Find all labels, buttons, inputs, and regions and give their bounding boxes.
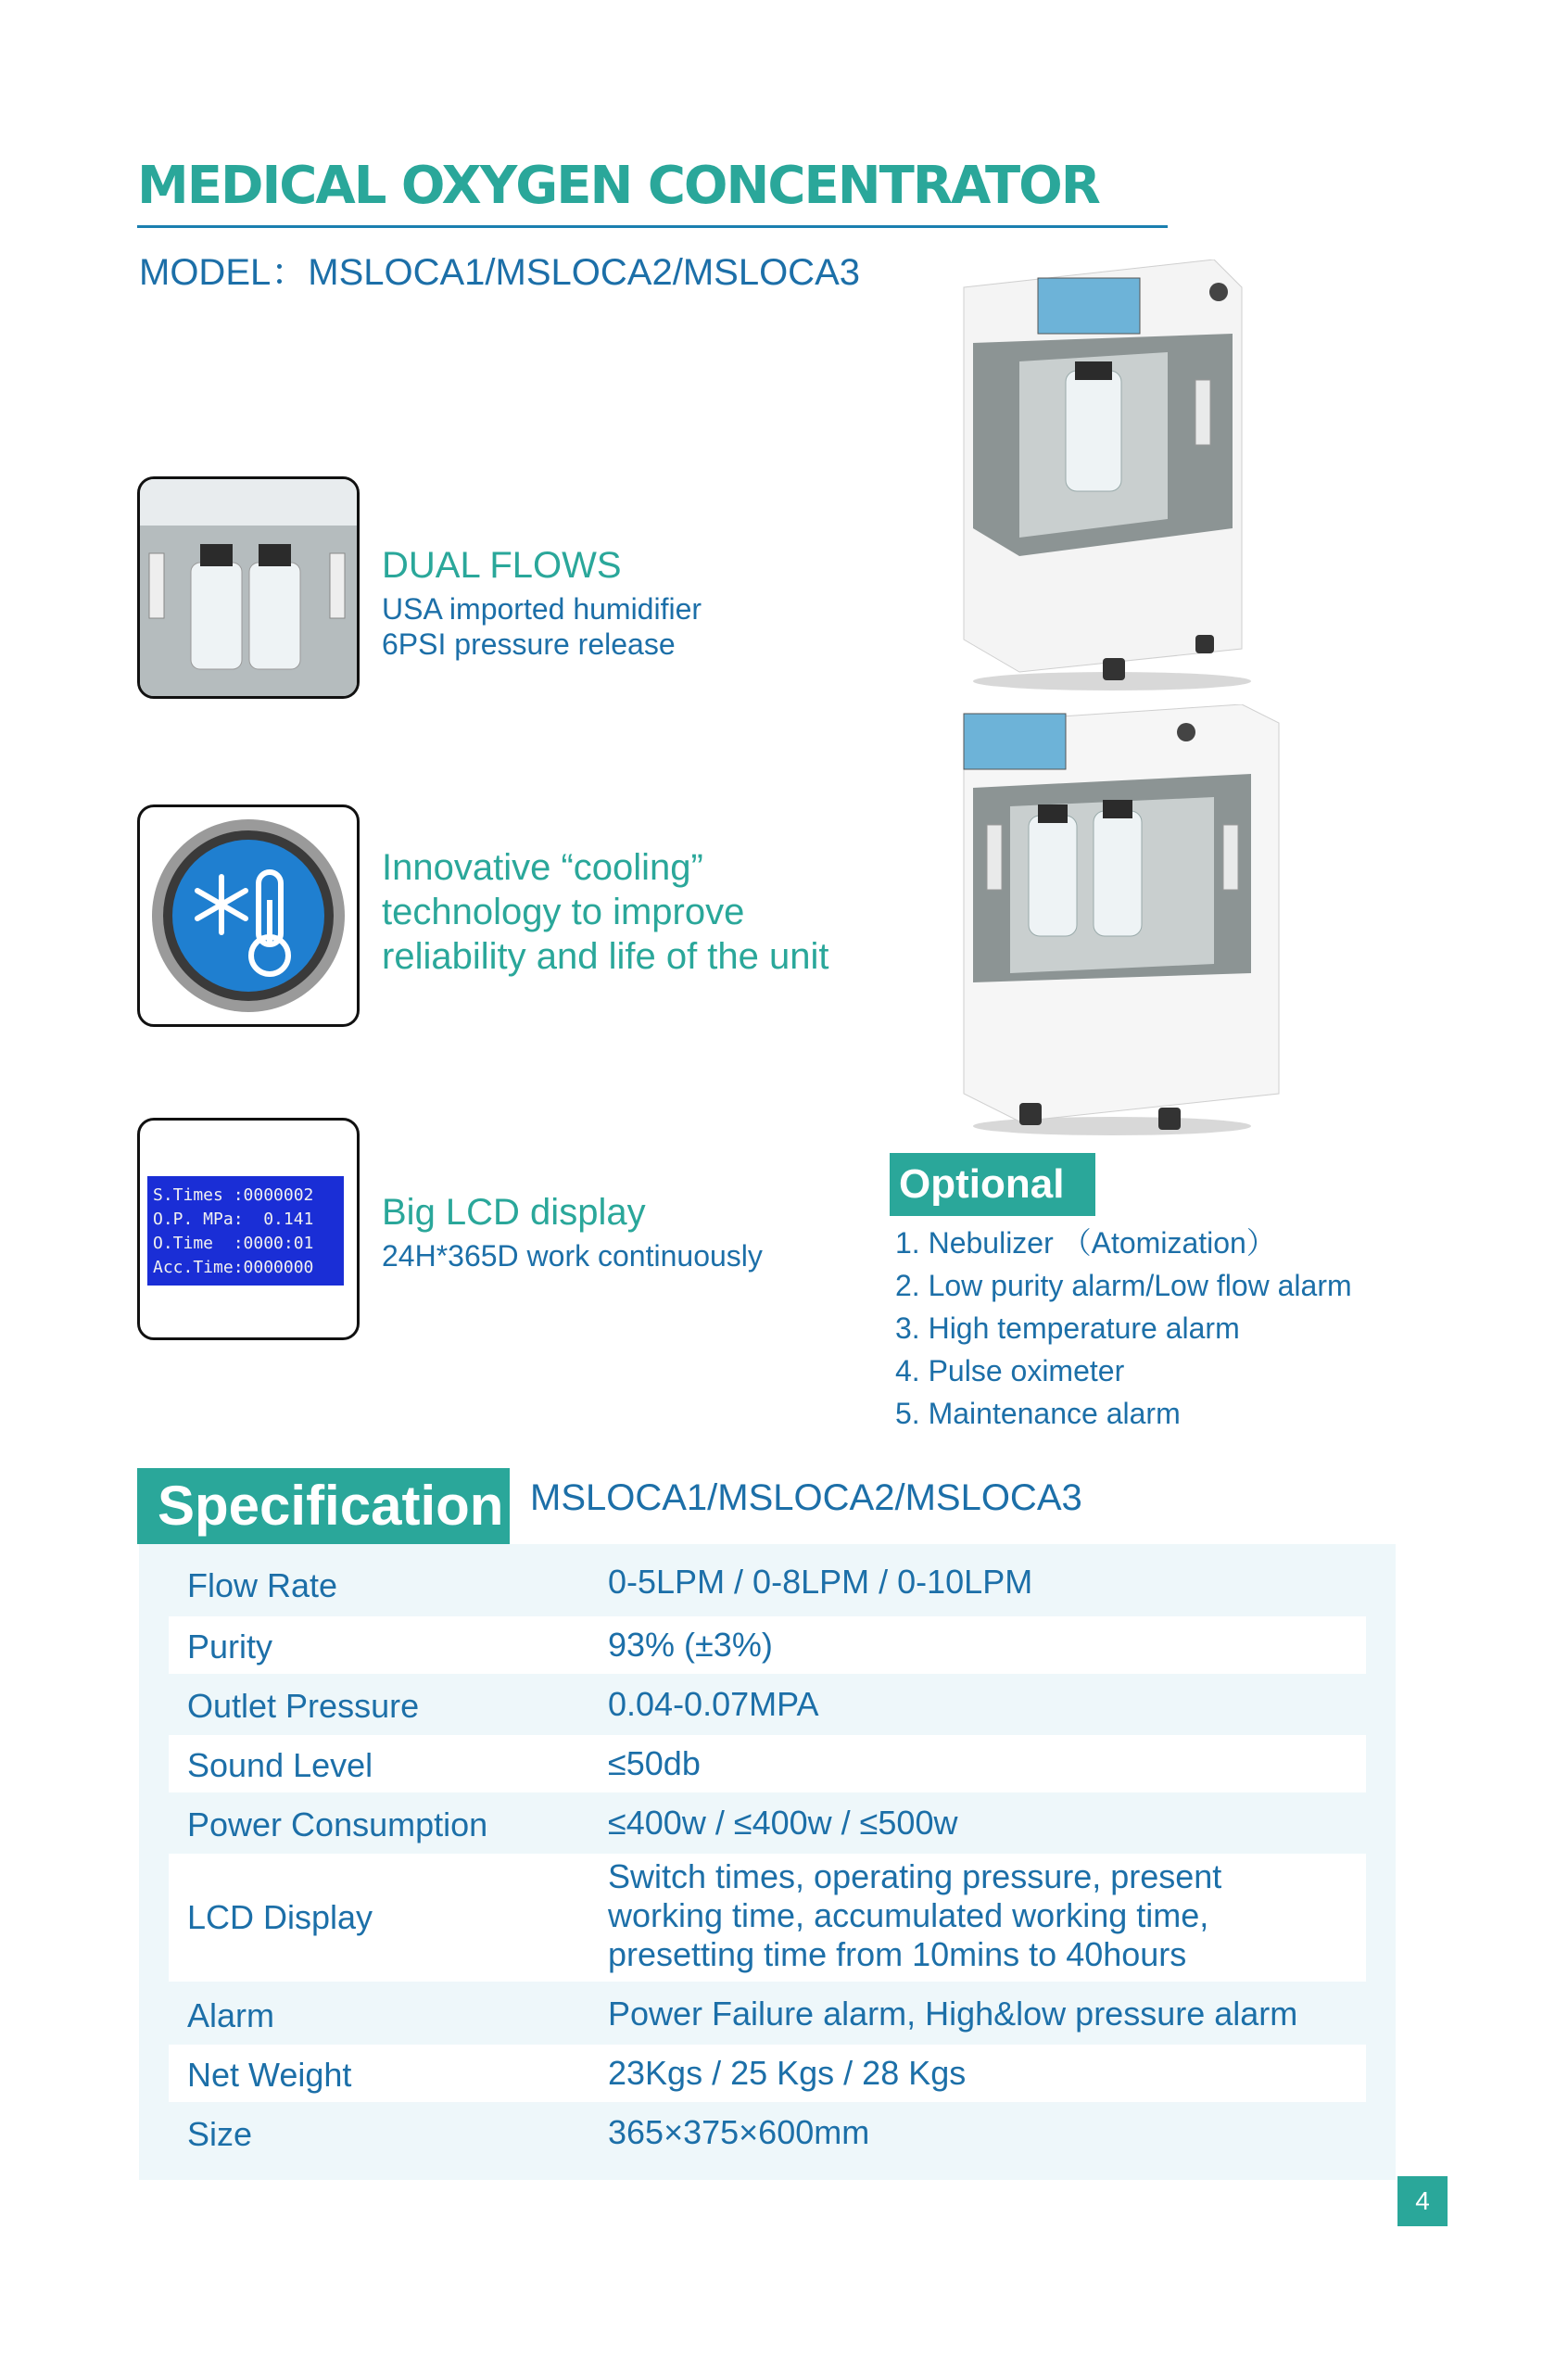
spec-label: Power Consumption bbox=[187, 1805, 488, 1843]
feature-lcd-heading: Big LCD display bbox=[382, 1192, 646, 1233]
optional-label: Optional bbox=[890, 1153, 1095, 1216]
feature-dual-flows-line-2: 6PSI pressure release bbox=[382, 627, 676, 661]
title-divider bbox=[137, 225, 1168, 228]
spec-value: Power Failure alarm, High&low pressure alarm bbox=[608, 1995, 1298, 2033]
optional-item: 3. High temperature alarm bbox=[895, 1311, 1240, 1345]
dual-flow-thumbnail bbox=[137, 476, 360, 699]
lcd-line-1: S.Times :0000002 bbox=[153, 1185, 314, 1205]
optional-list bbox=[895, 1222, 1352, 1435]
page-title: MEDICAL OXYGEN CONCENTRATOR bbox=[137, 156, 1099, 216]
optional-item: 4. Pulse oximeter bbox=[895, 1354, 1125, 1387]
cooling-thumbnail bbox=[137, 804, 360, 1027]
spec-row-outlet-pressure bbox=[169, 1674, 1366, 1733]
optional-item: 2. Low purity alarm/Low flow alarm bbox=[895, 1269, 1352, 1302]
specification-label: Specification bbox=[137, 1468, 510, 1544]
spec-row-power-consumption bbox=[169, 1792, 1366, 1852]
lcd-line-2: O.P. MPa: 0.141 bbox=[153, 1210, 314, 1229]
lcd-line-3: O.Time :0000:01 bbox=[153, 1234, 314, 1253]
spec-value: ≤400w / ≤400w / ≤500w bbox=[608, 1804, 958, 1842]
feature-cooling-line-3: reliability and life of the unit bbox=[382, 936, 829, 977]
specification-models: MSLOCA1/MSLOCA2/MSLOCA3 bbox=[530, 1477, 1082, 1518]
spec-label: LCD Display bbox=[187, 1898, 373, 1936]
spec-row-size bbox=[169, 2104, 1366, 2163]
product-image-single-flow bbox=[936, 260, 1288, 695]
spec-label: Size bbox=[187, 2115, 253, 2153]
optional-item: 5. Maintenance alarm bbox=[895, 1397, 1181, 1430]
spec-label: Purity bbox=[187, 1628, 273, 1666]
spec-row-net-weight bbox=[169, 2045, 1366, 2102]
lcd-screen bbox=[147, 1176, 344, 1286]
spec-value: 0-5LPM / 0-8LPM / 0-10LPM bbox=[608, 1563, 1033, 1601]
spec-label: Net Weight bbox=[187, 2056, 352, 2094]
spec-value: 0.04-0.07MPA bbox=[608, 1685, 819, 1723]
spec-value: Switch times, operating pressure, present working time, accumulated working time, presetting time from 10mins to 40hours bbox=[608, 1857, 1222, 1973]
feature-dual-flows-line-1: USA imported humidifier bbox=[382, 592, 702, 626]
feature-dual-flows-heading: DUAL FLOWS bbox=[382, 545, 622, 586]
spec-row-purity bbox=[169, 1616, 1366, 1674]
humidifier-bottles-image bbox=[140, 479, 357, 696]
spec-row-lcd-display bbox=[169, 1854, 1366, 1982]
feature-lcd-line-1: 24H*365D work continuously bbox=[382, 1239, 763, 1273]
spec-label: Sound Level bbox=[187, 1746, 373, 1784]
cooling-thermometer-icon bbox=[140, 807, 357, 1024]
spec-value: ≤50db bbox=[608, 1744, 701, 1782]
spec-label: Outlet Pressure bbox=[187, 1687, 420, 1725]
spec-row-sound-level bbox=[169, 1735, 1366, 1792]
specification-table bbox=[139, 1544, 1396, 2180]
lcd-line-4: Acc.Time:0000000 bbox=[153, 1258, 314, 1277]
spec-row-alarm bbox=[169, 1985, 1366, 2043]
spec-value: 93% (±3%) bbox=[608, 1626, 773, 1664]
lcd-thumbnail bbox=[137, 1118, 360, 1340]
feature-cooling-line-2: technology to improve bbox=[382, 892, 745, 932]
spec-value: 23Kgs / 25 Kgs / 28 Kgs bbox=[608, 2054, 967, 2092]
spec-label: Flow Rate bbox=[187, 1566, 338, 1604]
product-image-dual-flow bbox=[936, 704, 1288, 1140]
spec-label: Alarm bbox=[187, 1996, 275, 2034]
spec-row-flow-rate bbox=[169, 1557, 1366, 1605]
optional-item: 1. Nebulizer （Atomization） bbox=[895, 1226, 1276, 1260]
model-line: MODEL：MSLOCA1/MSLOCA2/MSLOCA3 bbox=[139, 252, 860, 293]
page-number: 4 bbox=[1397, 2176, 1448, 2226]
spec-value: 365×375×600mm bbox=[608, 2113, 870, 2151]
feature-cooling-line-1: Innovative “cooling” bbox=[382, 847, 703, 888]
